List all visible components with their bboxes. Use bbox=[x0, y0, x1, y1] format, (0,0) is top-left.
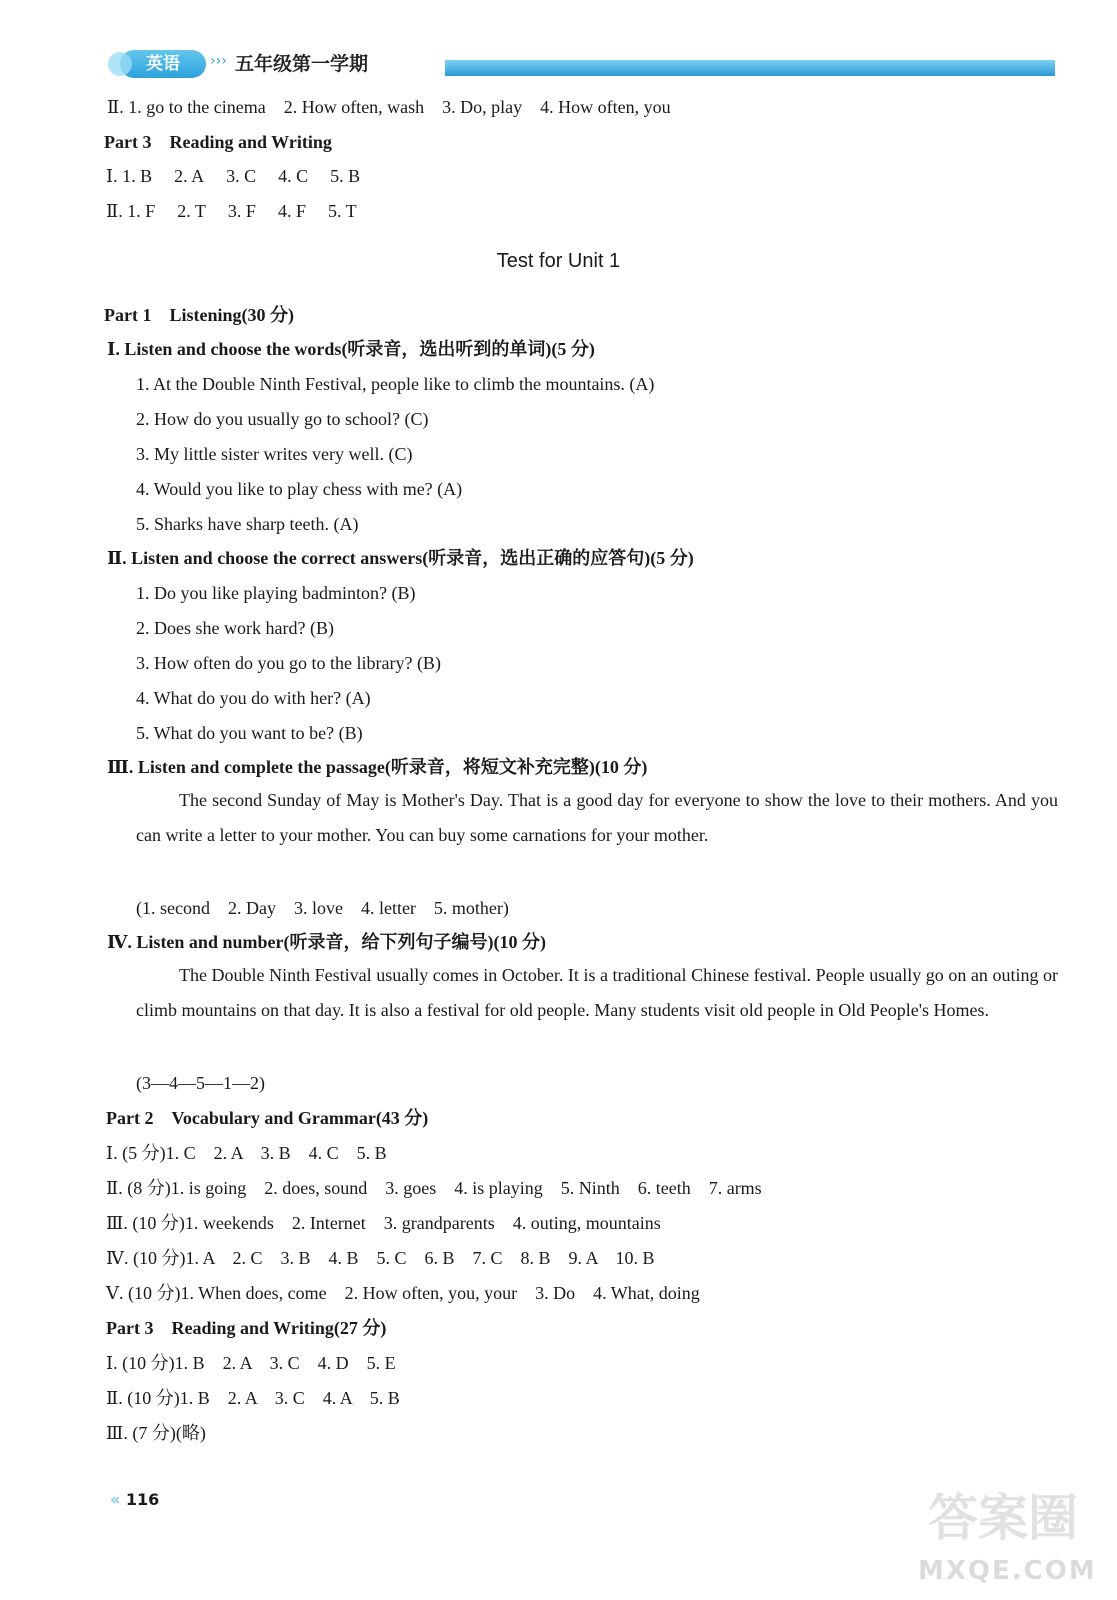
part-heading: Part 1 Listening(30 分) bbox=[104, 305, 294, 325]
section-heading: Ⅳ. Listen and number(听录音，给下列句子编号)(10 分) bbox=[107, 932, 546, 952]
list-item: 4. Would you like to play chess with me? (A) bbox=[136, 479, 463, 499]
answer-line: Ⅴ. (10 分)1. When does, come 2. How often, you, your 3. Do 4. What, doing bbox=[106, 1283, 700, 1303]
part-heading: Part 3 Reading and Writing(27 分) bbox=[106, 1318, 387, 1338]
list-item: 2. Does she work hard? (B) bbox=[136, 618, 334, 638]
list-item: 5. What do you want to be? (B) bbox=[136, 723, 363, 743]
list-item: 1. Do you like playing badminton? (B) bbox=[136, 583, 416, 603]
section-heading: Ⅰ. Listen and choose the words(听录音，选出听到的单词)(5 分) bbox=[107, 339, 595, 359]
answer-line: Ⅱ. 1. F 2. T 3. F 4. F 5. T bbox=[106, 201, 357, 221]
list-item: 3. How often do you go to the library? (B) bbox=[136, 653, 441, 673]
test-title: Test for Unit 1 bbox=[496, 250, 621, 272]
answer-line: Ⅰ. (5 分)1. C 2. A 3. B 4. C 5. B bbox=[106, 1143, 387, 1163]
answer-line: Ⅱ. 1. go to the cinema 2. How often, wash 3. Do, play 4. How often, you bbox=[107, 97, 671, 117]
section-heading: Ⅱ. Listen and choose the correct answers(听录音，选出正确的应答句)(5 分) bbox=[107, 548, 694, 568]
answer-line: Ⅱ. (10 分)1. B 2. A 3. C 4. A 5. B bbox=[106, 1388, 400, 1408]
page-number: « 116 bbox=[110, 1490, 159, 1509]
subject-badge: 英语 bbox=[120, 50, 206, 78]
watermark-logo: 答案圈 MXQE.COM bbox=[918, 1489, 1097, 1586]
answer-line: Ⅱ. (8 分)1. is going 2. does, sound 3. goes 4. is playing 5. Ninth 6. teeth 7. arms bbox=[106, 1178, 762, 1198]
answer-line: (3—4—5—1—2) bbox=[136, 1073, 265, 1093]
part-heading: Part 2 Vocabulary and Grammar(43 分) bbox=[106, 1108, 429, 1128]
answer-line: Ⅲ. (7 分)(略) bbox=[106, 1423, 206, 1443]
list-item: 5. Sharks have sharp teeth. (A) bbox=[136, 514, 359, 534]
answer-line: Ⅰ. 1. B 2. A 3. C 4. C 5. B bbox=[106, 166, 361, 186]
passage: The Double Ninth Festival usually comes in October. It is a traditional Chinese festival. People usually go on an outing or climb mountains on that day. It is also a festival for old people. Many students visit old people in Old People's Homes. bbox=[136, 965, 1058, 1020]
header-title: 五年级第一学期 bbox=[235, 53, 369, 75]
passage: The second Sunday of May is Mother's Day. That is a good day for everyone to show the love to their mothers. And you can write a letter to your mother. You can buy some carnations for your mother. bbox=[136, 790, 1058, 845]
answer-line: Ⅳ. (10 分)1. A 2. C 3. B 4. B 5. C 6. B 7. C 8. B 9. A 10. B bbox=[106, 1248, 655, 1268]
page-header bbox=[100, 44, 1055, 84]
part-heading: Part 3 Reading and Writing bbox=[104, 132, 332, 152]
list-item: 1. At the Double Ninth Festival, people like to climb the mountains. (A) bbox=[136, 374, 655, 394]
header-bar bbox=[445, 60, 1055, 76]
answer-line: Ⅰ. (10 分)1. B 2. A 3. C 4. D 5. E bbox=[106, 1353, 396, 1373]
section-heading: Ⅲ. Listen and complete the passage(听录音，将短文补充完整)(10 分) bbox=[107, 757, 648, 777]
list-item: 4. What do you do with her? (A) bbox=[136, 688, 371, 708]
list-item: 2. How do you usually go to school? (C) bbox=[136, 409, 429, 429]
list-item: 3. My little sister writes very well. (C) bbox=[136, 444, 413, 464]
answer-line: (1. second 2. Day 3. love 4. letter 5. mother) bbox=[136, 898, 509, 918]
answer-line: Ⅲ. (10 分)1. weekends 2. Internet 3. grandparents 4. outing, mountains bbox=[106, 1213, 661, 1233]
chevron-right-icon: ››› bbox=[210, 53, 227, 69]
